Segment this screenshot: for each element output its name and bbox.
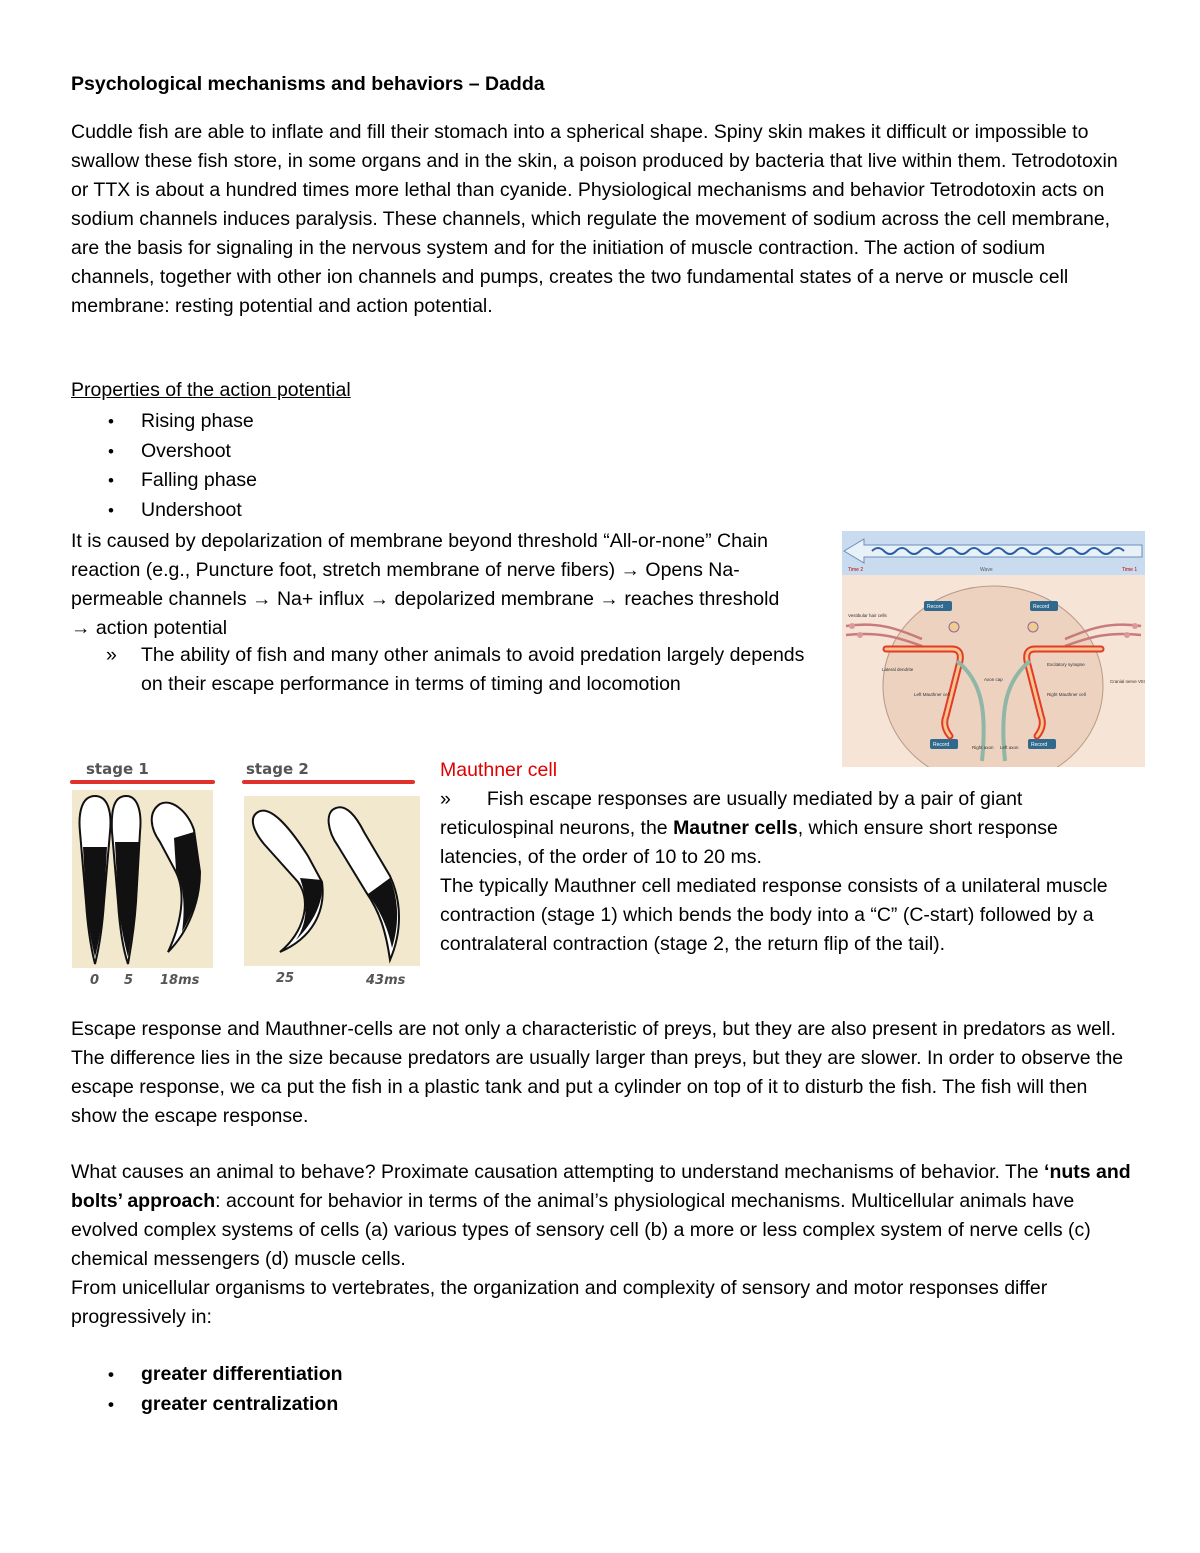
list-item: • Rising phase [71,407,257,437]
bullet-icon: • [108,500,114,520]
bullet-icon: • [108,1394,114,1414]
svg-text:Record: Record [1033,604,1050,610]
svg-text:Record: Record [933,742,950,748]
bullet-icon: • [108,412,114,431]
svg-text:Excitatory synapse: Excitatory synapse [1047,662,1085,667]
svg-text:Record: Record [927,604,944,610]
list-item: • Undershoot [71,496,257,526]
escape-stages-figure [68,752,420,992]
svg-text:stage 1: stage 1 [86,760,149,778]
differences-list [71,1360,343,1419]
svg-text:Time 2: Time 2 [848,567,864,573]
svg-text:25: 25 [276,971,295,986]
bullet-icon: • [108,1365,114,1384]
svg-text:5: 5 [124,973,134,988]
svg-text:Wave: Wave [980,567,993,573]
mauthner-circuit-figure [842,531,1145,767]
chevron-marker-icon: » [440,788,451,810]
svg-text:Left axon: Left axon [1000,745,1019,750]
bullet-icon: • [108,471,114,490]
chevron-marker-icon: » [106,644,117,666]
list-item: • Overshoot [71,437,257,467]
bullet-icon: • [108,441,114,461]
svg-text:Cranial nerve VIII: Cranial nerve VIII [1110,679,1145,684]
cause-paragraph: It is caused by depolarization of membrane beyond threshold “All-or-none” Chain reaction (e.g., Puncture foot, stretch membrane of nerve fibers) → Opens Na-permeable channels → Na+ influx → depolarized membrane → reaches threshold → action potential [71,530,780,639]
intro-paragraph: Cuddle fish are able to inflate and fill their stomach into a spherical shape. Spiny skin makes it difficult or impossible to swallow these fish store, in some organs and in the skin, a poison produced by bacteria that live within them. Tetrodotoxin or TTX is about a hundred times more lethal than cyanide. Physiological mechanisms and behavior Tetrodotoxin acts on sodium channels induces paralysis. These channels, which regulate the movement of sodium across the cell membrane, are the basis for signaling in the nervous system and for the initiation of muscle contraction. The action of sodium channels, together with other ion channels and pumps, creates the two fundamental states of a nerve or muscle cell membrane: resting potential and action potential. [71,121,1118,317]
page-title: Psychological mechanisms and behaviors – Dadda [71,73,545,95]
mauthner-heading: Mauthner cell [440,759,558,781]
svg-text:Right Mauthner cell: Right Mauthner cell [1047,692,1086,697]
svg-text:Right axon: Right axon [972,745,994,750]
escape-response-paragraph: Escape response and Mauthner-cells are not only a characteristic of preys, but they are also present in predators as well. The difference lies in the size because predators are usually larger than preys, but they are slower. In order to observe the escape response, we ca put the fish in a plastic tank and put a cylinder on top of it to disturb the fish. The fish will then show the escape response. [71,1018,1124,1127]
properties-list [71,407,257,525]
proximate-causation-paragraph: What causes an animal to behave? Proximate causation attempting to understand mechanisms of behavior. The ‘nuts and bolts’ approach: account for behavior in terms of the animal’s physiological mechanisms. Multicellular animals have evolved complex systems of cells (a) various types of sensory cell (b) a more or less complex system of nerve cells (c) chemical messengers (d) muscle cells. From unicellular organisms to vertebrates, the organization and complexity of sensory and motor responses differ progressively in: [71,1161,1131,1328]
svg-text:Vestibular hair cells: Vestibular hair cells [848,613,887,618]
nuts-bolts-term: ‘nuts and bolts’ approach [71,1161,1131,1212]
list-item: • greater centralization [71,1390,343,1420]
svg-text:stage 2: stage 2 [246,760,309,778]
svg-text:Time 1: Time 1 [1122,567,1138,573]
list-item: • greater differentiation [71,1360,343,1390]
svg-text:18ms: 18ms [160,973,200,988]
svg-text:Left Mauthner cell: Left Mauthner cell [914,692,950,697]
list-item: • Falling phase [71,466,257,496]
svg-text:Record: Record [1031,742,1048,748]
svg-text:Lateral dendrite: Lateral dendrite [882,667,914,672]
escape-note-text: The ability of fish and many other animals to avoid predation largely depends on their escape performance in terms of timing and locomotion [141,644,805,695]
svg-text:0: 0 [90,973,100,988]
mauthner-response-text: The typically Mauthner cell mediated response consists of a unilateral muscle contraction (stage 1) which bends the body into a “C” (C-start) followed by a contralateral contraction (stage 2, the return flip of the tail). [440,875,1108,955]
mauthner-cells-term: Mautner cells [673,817,798,839]
svg-text:43ms: 43ms [366,973,406,988]
mauthner-body: » Fish escape responses are usually mediated by a pair of giant reticulospinal neurons, the Mautner cells, which ensure short response latencies, of the order of 10 to 20 ms. The typically Mauthner cell mediated response consists of a unilateral muscle contraction (stage 1) which bends the body into a “C” (C-start) followed by a contralateral contraction (stage 2, the return flip of the tail). [440,788,1108,955]
svg-text:Axon cap: Axon cap [984,677,1003,682]
properties-heading: Properties of the action potential [71,379,351,401]
